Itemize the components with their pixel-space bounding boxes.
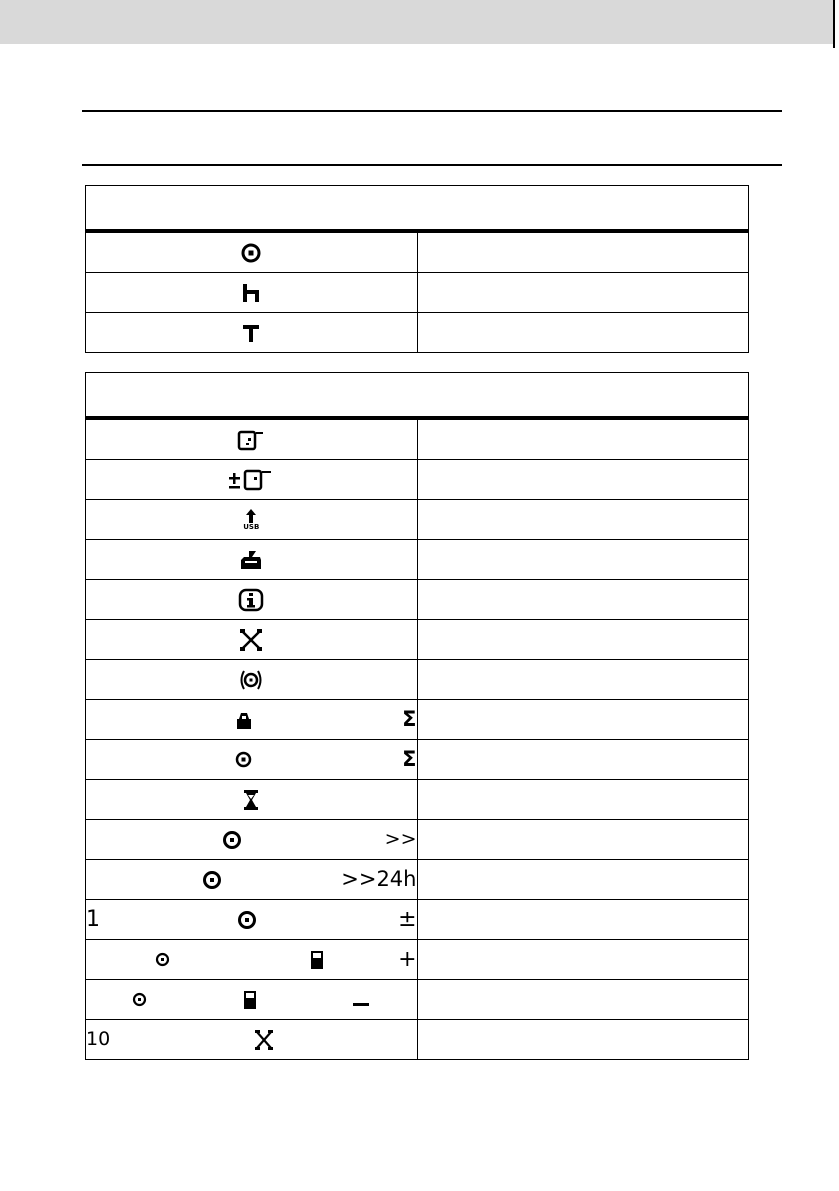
row-label	[417, 860, 749, 900]
row-label	[417, 273, 749, 313]
tools-icon	[254, 1029, 274, 1051]
row-label	[417, 313, 749, 353]
h-bracket-icon	[241, 283, 261, 303]
table-row	[86, 940, 749, 980]
heading-rule-bottom	[82, 164, 782, 166]
table-row	[86, 273, 749, 313]
page-edge-mark	[833, 0, 835, 48]
vibration-icon	[238, 667, 264, 693]
digit-one: 1	[86, 906, 100, 932]
t-bar-icon	[242, 323, 260, 343]
forward-glyph: >>	[384, 828, 417, 850]
table-row	[86, 660, 749, 700]
usb-label: USB	[243, 523, 260, 531]
table-row	[86, 540, 749, 580]
target-circle-icon	[240, 242, 262, 264]
minus-icon	[352, 990, 370, 1010]
row-label	[417, 980, 749, 1020]
table-row	[86, 860, 749, 900]
weight-icon	[236, 710, 252, 730]
row-label	[417, 418, 749, 460]
table-row	[86, 780, 749, 820]
digit-ten: 10	[86, 1028, 111, 1050]
row-label	[417, 780, 749, 820]
target-circle-icon	[132, 992, 147, 1007]
target-circle-icon	[235, 751, 252, 768]
memory-card-icon	[236, 428, 266, 452]
table-row	[86, 460, 749, 500]
row-label	[417, 460, 749, 500]
row-label	[417, 900, 749, 940]
forward-24h-glyph: >>24h	[341, 867, 417, 891]
symbol-table-1	[85, 185, 749, 353]
row-label	[417, 500, 749, 540]
row-label	[417, 740, 749, 780]
hourglass-icon	[243, 789, 259, 811]
info-icon	[238, 588, 264, 612]
plus-glyph: +	[398, 946, 417, 972]
table-row	[86, 900, 749, 940]
table-1-header	[86, 186, 749, 232]
target-circle-icon	[155, 952, 170, 967]
table-row	[86, 580, 749, 620]
tools-icon	[238, 628, 264, 652]
table-row	[86, 500, 749, 540]
block-icon	[243, 990, 257, 1010]
row-label	[417, 580, 749, 620]
plus-minus-card-icon	[227, 467, 275, 493]
symbol-table-2	[85, 372, 749, 1060]
table-2-header	[86, 373, 749, 419]
page-top-band	[0, 0, 833, 44]
row-label	[417, 700, 749, 740]
row-label	[417, 1020, 749, 1060]
table-row	[86, 1020, 749, 1060]
table-row	[86, 313, 749, 353]
table-row	[86, 231, 749, 273]
table-row	[86, 740, 749, 780]
row-label	[417, 620, 749, 660]
table-row	[86, 418, 749, 460]
table-row	[86, 820, 749, 860]
upload-arrow-icon	[245, 508, 257, 524]
sum-glyph: Σ	[402, 707, 417, 731]
row-label	[417, 940, 749, 980]
table-row	[86, 700, 749, 740]
sum-glyph: Σ	[402, 747, 417, 771]
table-row	[86, 980, 749, 1020]
block-icon	[310, 950, 324, 970]
row-label	[417, 820, 749, 860]
target-circle-icon	[222, 830, 242, 850]
row-label	[417, 660, 749, 700]
heading-rule-top	[82, 110, 782, 112]
printer-icon	[239, 549, 263, 571]
plus-minus-glyph: ±	[398, 906, 417, 932]
target-circle-icon	[202, 870, 222, 890]
row-label	[417, 540, 749, 580]
row-label	[417, 231, 749, 273]
table-row	[86, 620, 749, 660]
target-circle-icon	[237, 910, 257, 930]
